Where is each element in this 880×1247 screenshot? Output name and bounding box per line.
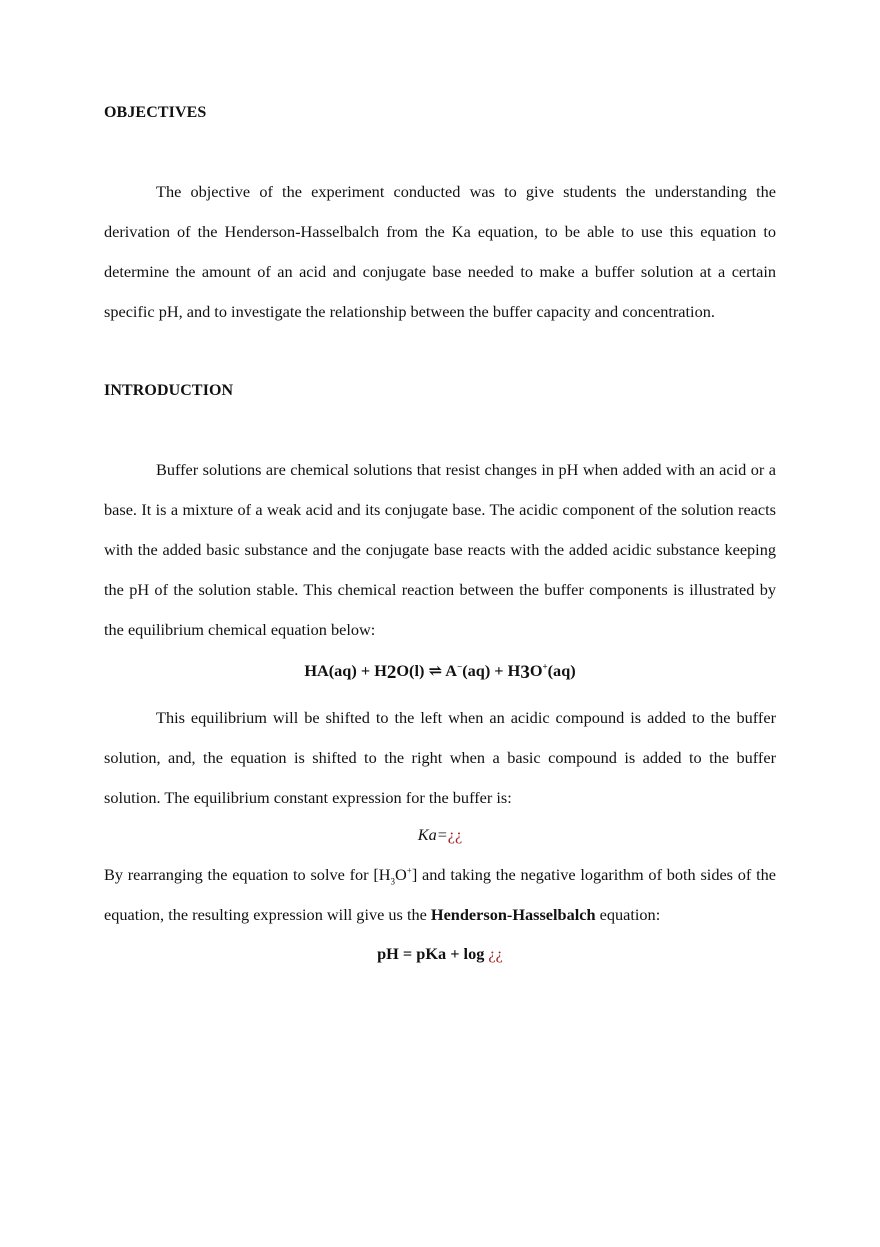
p3-sup: + <box>406 865 412 876</box>
eq1-right-a-sup: − <box>457 661 463 672</box>
hh-missing-glyphs: ¿¿ <box>488 944 503 963</box>
objectives-paragraph: The objective of the experiment conducted was to give students the understanding the derivation of the Henderson-Hasselbalch from the Ka equation, to be able to use this equation to determine the amount of an acid and conjugate base needed to make a buffer solution at a certain specific pH, and to investigate the relationship between the buffer capacity and concentration. <box>104 182 776 321</box>
hh-lhs: pH = pKa + log <box>377 944 489 963</box>
p3-text-a: By rearranging the equation to solve for [H <box>104 865 391 884</box>
eq1-right-o-sup: + <box>542 661 548 672</box>
ka-expression <box>104 825 776 845</box>
p3-text-b: O <box>395 865 407 884</box>
eq1-right-end: (aq) <box>547 661 576 680</box>
eq1-left-rest: O(l) <box>396 661 429 680</box>
eq1-left-ha: HA(aq) + H <box>304 661 387 680</box>
eq1-left-sub: 2 <box>386 662 397 683</box>
ka-missing-glyphs: ¿¿ <box>447 825 463 844</box>
p3-sub: 3 <box>390 876 396 887</box>
eq1-right-a: A <box>442 661 458 680</box>
introduction-paragraph-3 <box>104 855 776 935</box>
p3-text-c: ] and taking the negative logarithm of both sides of the equation, the resulting expression will give us the <box>104 865 776 924</box>
objectives-heading: OBJECTIVES <box>104 104 207 121</box>
eq1-right-sub: 3 <box>520 662 530 683</box>
introduction-paragraph-2: This equilibrium will be shifted to the left when an acidic compound is added to the buffer solution, and, the equation is shifted to the right when a basic compound is added to the buffer solution. The equilibrium constant expression for the buffer is: <box>104 708 776 807</box>
ka-lhs: Ka= <box>417 825 448 844</box>
henderson-hasselbalch-term: Henderson-Hasselbalch <box>430 905 596 924</box>
introduction-paragraph-1: Buffer solutions are chemical solutions that resist changes in pH when added with an acid or a base. It is a mixture of a weak acid and its conjugate base. The acidic component of the solution reacts with the added basic substance and the conjugate base reacts with the added acidic substance keeping the pH of the solution stable. This chemical reaction between the buffer components is illustrated by the equilibrium chemical equation below: <box>104 460 776 639</box>
equilibrium-arrow-icon: ⇌ <box>428 661 443 680</box>
equilibrium-equation <box>104 660 776 682</box>
introduction-heading: INTRODUCTION <box>104 382 234 399</box>
eq1-right-o: O <box>529 661 543 680</box>
henderson-hasselbalch-equation <box>104 944 776 964</box>
eq1-right-aq: (aq) + H <box>462 661 521 680</box>
p3-text-d: equation: <box>595 905 661 924</box>
